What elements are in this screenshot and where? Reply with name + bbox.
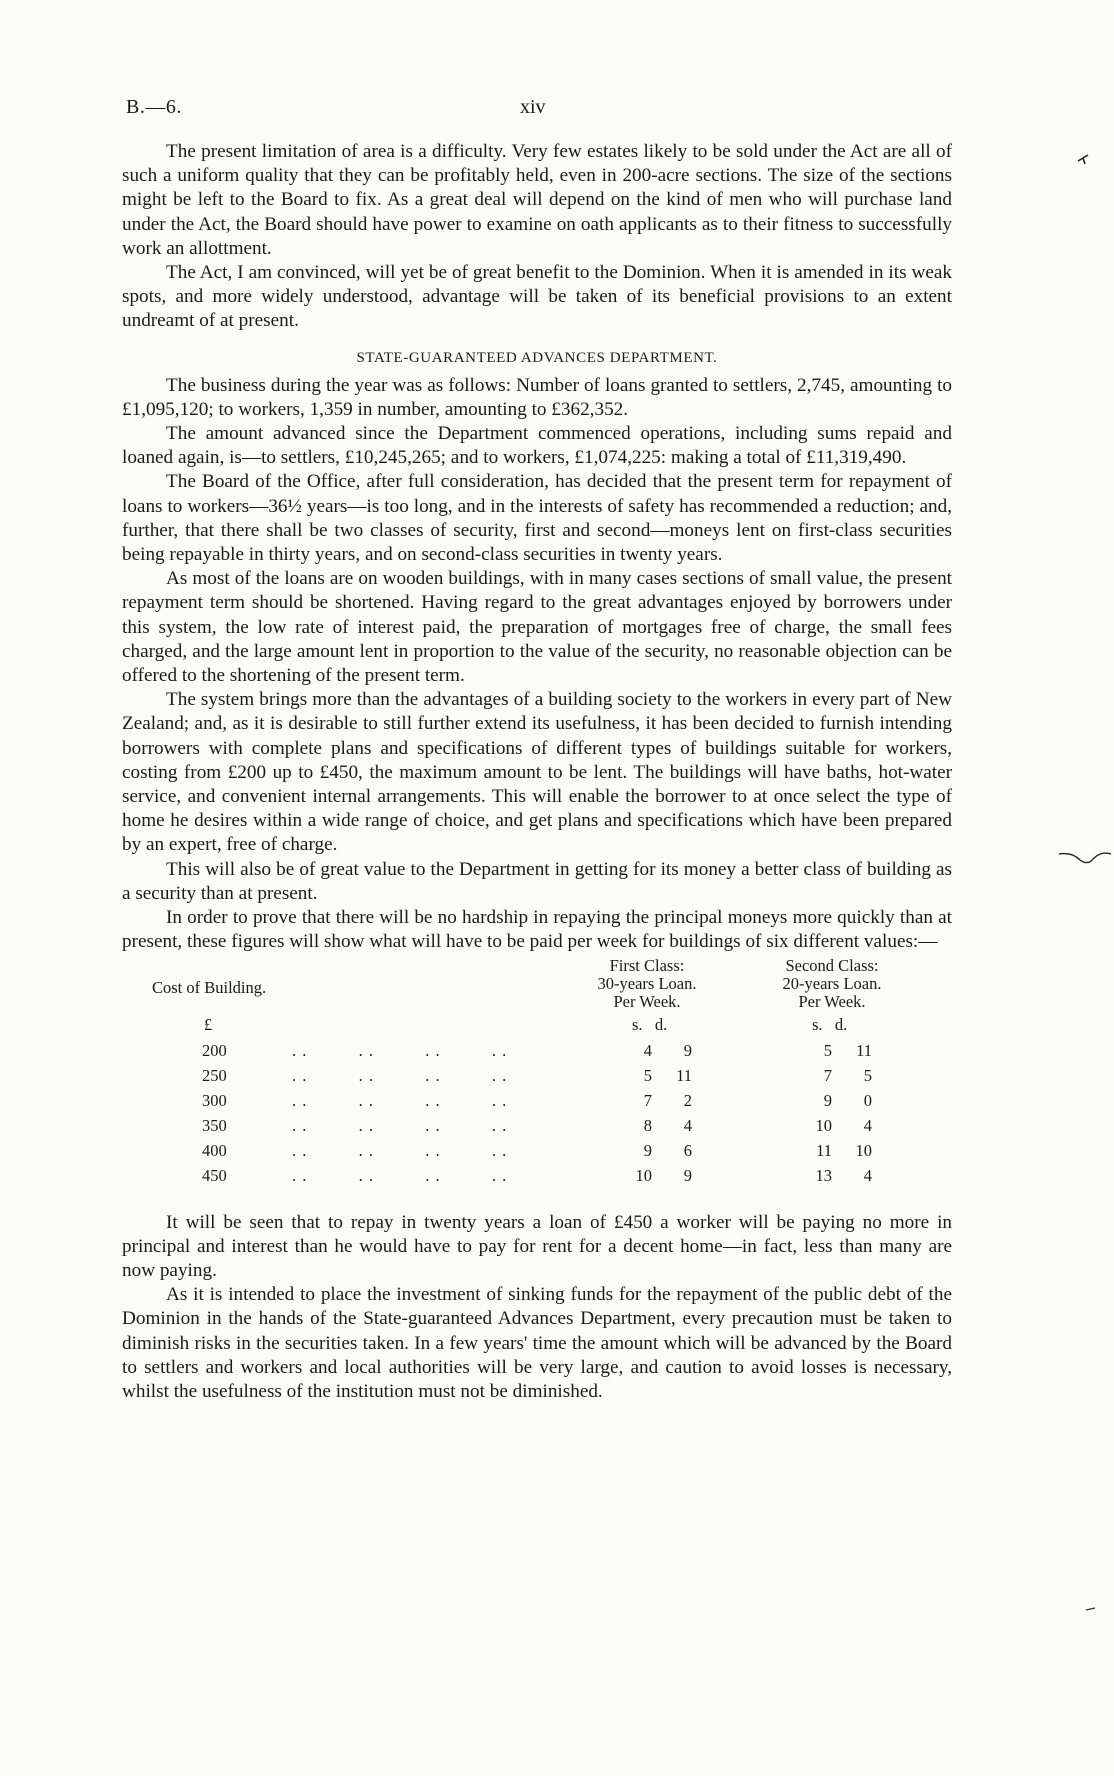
leader-dots: . . . . . . . . <box>292 1090 508 1110</box>
cell-second-shillings: 9 <box>823 1090 832 1110</box>
table-row <box>122 1089 952 1113</box>
cell-first-shillings: 10 <box>635 1165 652 1185</box>
cell-cost: 200 <box>202 1040 227 1060</box>
body-text <box>122 140 952 1404</box>
header-line: 20-years Loan. <box>782 973 882 993</box>
cell-second-shillings: 11 <box>816 1140 832 1160</box>
cell-first-pence: 4 <box>683 1115 692 1135</box>
cell-first-shillings: 8 <box>643 1115 652 1135</box>
paragraph: The amount advanced since the Department commenced operations, including sums repaid and loaned again, is—to settlers, £10,245,265; and to workers, £1,074,225: making a total of £11,319,490. <box>122 423 952 469</box>
cell-first-shillings: 4 <box>643 1040 652 1060</box>
paragraph: As most of the loans are on wooden buildings, with in many cases sections of small value, the present repayment term should be shortened. Having regard to the great advantages enjoyed by borrowers under this system, the low rate of interest paid, the preparation of mortgages free of charge, the small fees charged, and the large amount lent in proportion to the value of the security, no reasonable objection can be offered to the shortening of the present term. <box>122 568 952 687</box>
margin-curve-mark <box>1058 848 1112 868</box>
page-number: xiv <box>520 96 546 118</box>
table-row <box>122 1164 952 1188</box>
cell-first-pence: 9 <box>683 1165 692 1185</box>
cell-cost: 400 <box>202 1140 227 1160</box>
cell-second-pence: 4 <box>863 1115 872 1135</box>
leader-dots: . . . . . . . . <box>292 1065 508 1085</box>
table-row <box>122 1039 952 1063</box>
cell-second-shillings: 5 <box>823 1040 832 1060</box>
header-line: Per Week. <box>613 991 681 1011</box>
cell-second-shillings: 13 <box>815 1165 832 1185</box>
cell-second-shillings: 7 <box>823 1065 832 1085</box>
table-row <box>122 1139 952 1163</box>
leader-dots: . . . . . . . . <box>292 1165 508 1185</box>
page-reference: B.—6. <box>126 96 182 118</box>
paragraph: The present limitation of area is a difficulty. Very few estates likely to be sold under the Act are all of such a uniform quality that they can be profitably held, even in 200-acre sections. The size of the sections might be left to the Board to fix. As a great deal will depend on the kind of men who will purchase land under the Act, the Board should have power to examine on oath applicants as to their fitness to successfully work an allottment. <box>122 141 952 259</box>
leader-dots: . . . . . . . . <box>292 1140 508 1160</box>
header-line: First Class: <box>609 955 685 975</box>
cell-first-pence: 6 <box>683 1140 692 1160</box>
cell-second-pence: 5 <box>863 1065 872 1085</box>
column-header-first-class <box>562 957 732 1011</box>
paragraph: This will also be of great value to the Department in getting for its money a better class of building as a security than at present. <box>122 858 952 904</box>
leader-dots: . . . . . . . . <box>292 1115 508 1135</box>
cell-second-pence: 10 <box>855 1140 872 1160</box>
cell-second-pence: 0 <box>863 1090 872 1110</box>
cell-cost: 300 <box>202 1090 227 1110</box>
cell-first-pence: 2 <box>683 1090 692 1110</box>
leader-dots: . . . . . . . . <box>292 1040 508 1060</box>
cell-first-shillings: 5 <box>643 1065 652 1085</box>
cell-second-pence: 4 <box>863 1165 872 1185</box>
header-line: 30-years Loan. <box>597 973 697 993</box>
table-row <box>122 1064 952 1088</box>
cell-cost: 350 <box>202 1115 227 1135</box>
repayment-table <box>122 957 952 1205</box>
column-header-cost: Cost of Building. <box>152 977 267 997</box>
paragraph: The system brings more than the advantages of a building society to the workers in every part of New Zealand; and, as it is desirable to still further extend its usefulness, it has been decided to furnish intending borrowers with complete plans and specifications of different types of buildings suitable for workers, costing from £200 up to £450, the maximum amount to be lent. The buildings will have baths, hot-water service, and convenient internal arrangements. This will enable the borrower to at once select the type of home he desires within a wide range of choice, and get plans and specifications which have been prepared by an expert, free of charge. <box>122 689 952 856</box>
cell-first-shillings: 9 <box>643 1140 652 1160</box>
cell-first-pence: 9 <box>683 1040 692 1060</box>
margin-tick-mark <box>1076 152 1090 166</box>
paragraph: The Board of the Office, after full consideration, has decided that the present term for repayment of loans to workers—36½ years—is too long, and in the interests of safety has recommended a reduction; and, further, that there shall be two classes of security, first and second—moneys lent on first-class securities being repayable in thirty years, and on second-class securities in twenty years. <box>122 471 952 566</box>
margin-dot-mark <box>1084 1604 1098 1614</box>
header-line: Per Week. <box>798 991 866 1011</box>
paragraph: In order to prove that there will be no hardship in repaying the principal moneys more quickly than at present, these figures will show what will have to be paid per week for buildings of six different values:— <box>122 907 952 953</box>
section-heading: STATE-GUARANTEED ADVANCES DEPARTMENT. <box>356 349 718 366</box>
cell-cost: 450 <box>202 1165 227 1185</box>
paragraph: It will be seen that to repay in twenty years a loan of £450 a worker will be paying no more in principal and interest than he would have to pay for rent for a decent home—in fact, less than many are now paying. <box>122 1211 952 1281</box>
cell-first-pence: 11 <box>676 1065 692 1085</box>
cell-second-shillings: 10 <box>815 1115 832 1135</box>
paragraph: As it is intended to place the investment of sinking funds for the repayment of the public debt of the Dominion in the hands of the State-guaranteed Advances Department, every precaution must be taken to diminish risks in the securities taken. In a few years' time the amount which will be advanced by the Board to settlers and workers and local authorities will be very large, and caution to avoid losses is necessary, whilst the usefulness of the institution must not be diminished. <box>122 1284 952 1402</box>
unit-first: s. d. <box>632 1014 668 1034</box>
paragraph: The Act, I am convinced, will yet be of great benefit to the Dominion. When it is amended in its weak spots, and more widely understood, advantage will be taken of its beneficial provisions to an extent undreamt of at present. <box>122 262 952 332</box>
cell-second-pence: 11 <box>856 1040 872 1060</box>
table-row <box>122 1114 952 1138</box>
header-line: Second Class: <box>785 955 879 975</box>
paragraph: The business during the year was as follows: Number of loans granted to settlers, 2,745, amounting to £1,095,120; to workers, 1,359 in number, amounting to £362,352. <box>122 374 952 420</box>
cell-first-shillings: 7 <box>643 1090 652 1110</box>
column-header-second-class <box>747 957 917 1011</box>
cell-cost: 250 <box>202 1065 227 1085</box>
unit-second: s. d. <box>812 1014 848 1034</box>
unit-cost: £ <box>204 1014 213 1034</box>
